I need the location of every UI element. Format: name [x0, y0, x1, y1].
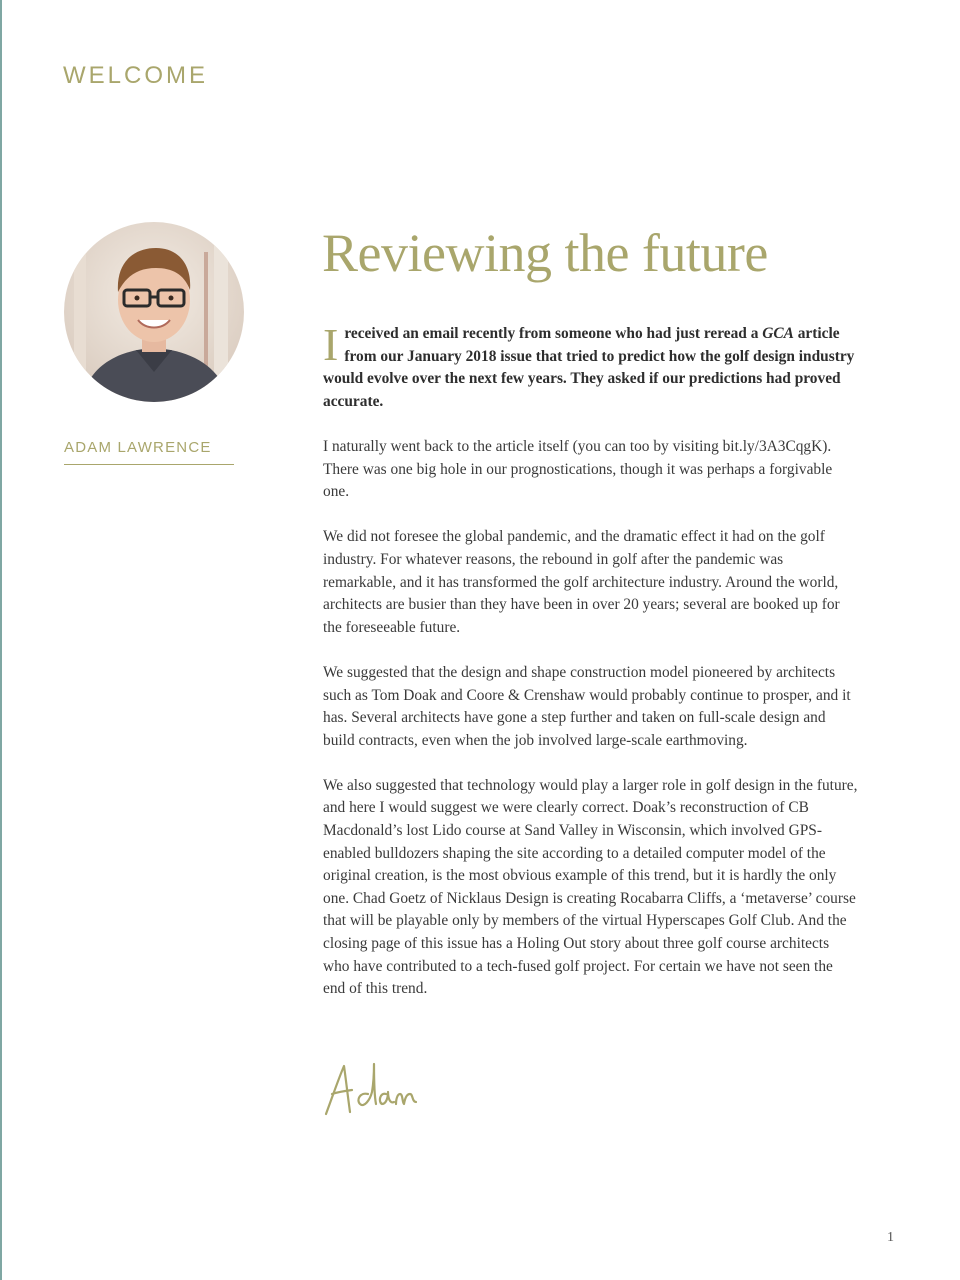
author-name: ADAM LAWRENCE	[64, 439, 212, 456]
page-number: 1	[887, 1230, 894, 1245]
lead-italic-gca: GCA	[762, 325, 794, 342]
lead-text-part2: article from our January 2018 issue that tried to predict how the golf design industry would evolve over the next few years. They asked if our predictions had proved accurate.	[323, 325, 855, 410]
lead-paragraph	[323, 319, 858, 413]
body-paragraph-3: We suggested that the design and shape construction model pioneered by architects such as Tom Doak and Coore & Crenshaw would probably continue to prosper, and it has. Several architects have gone a step further and taken on full-scale design and build contracts, even when the job involved large-scale earthmoving.	[323, 663, 851, 749]
body-paragraph-4: We also suggested that technology would play a larger role in golf design in the future, and here I would suggest we were clearly correct. Doak’s reconstruction of CB Macdonald’s lost Lido course at Sand Valley in Wisconsin, which involved GPS-enabled bulldozers shaping the site according to a detailed computer model of the original creation, is the most obvious example of this trend, but it is hardly the only one. Chad Goetz of Nicklaus Design is creating Rocabarra Cliffs, a ‘metaverse’ course that will be playable only by members of the virtual Hyperscapes Golf Club. And the closing page of this issue has a Holing Out story about three golf course architects who have contributed to a tech-fused golf project. For certain we have not seen the end of this trend.	[323, 776, 858, 998]
section-label: WELCOME	[63, 62, 209, 89]
body-paragraph-1: I naturally went back to the article itself (you can too by visiting bit.ly/3A3CqgK). There was one big hole in our prognostications, though it was perhaps a forgivable one.	[323, 437, 833, 501]
author-portrait	[64, 222, 244, 402]
author-signature	[320, 1058, 420, 1122]
article-headline: Reviewing the future	[322, 223, 768, 283]
drop-cap: I	[323, 319, 339, 370]
lead-text-part1: received an email recently from someone who had just reread a	[344, 325, 763, 342]
page-edge-line	[0, 0, 2, 1280]
author-divider	[64, 464, 234, 465]
article-body	[323, 319, 858, 1023]
body-paragraph-2: We did not foresee the global pandemic, and the dramatic effect it had on the golf industry. For whatever reasons, the rebound in golf after the pandemic was remarkable, and it has transformed the golf architecture industry. Around the world, architects are busier than they have been in over 20 years; several are booked up for the foreseeable future.	[323, 528, 840, 636]
